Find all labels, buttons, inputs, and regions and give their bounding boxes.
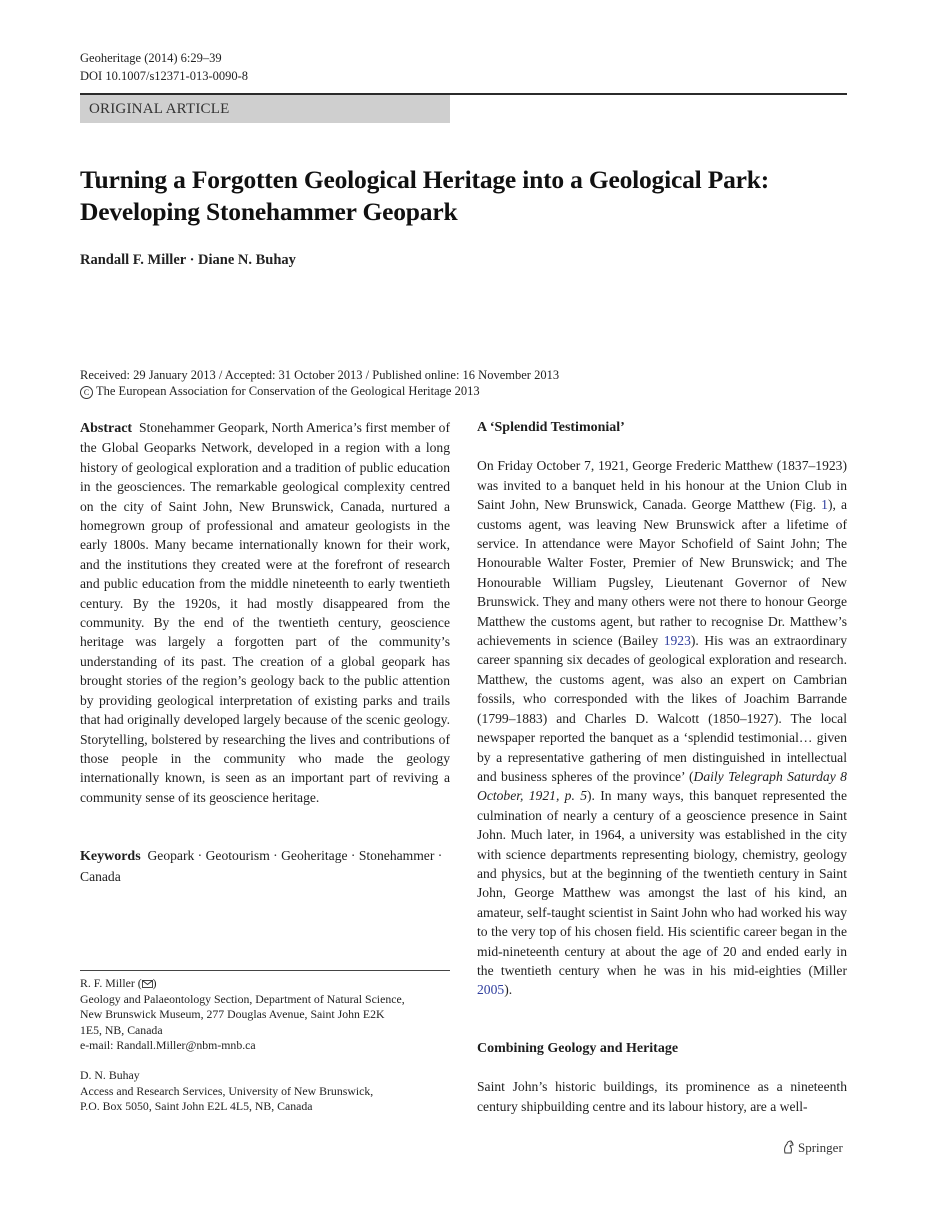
miller-address-2: New Brunswick Museum, 277 Douglas Avenue, Saint John E2K <box>80 1007 385 1021</box>
section-heading-splendid: A ‘Splendid Testimonial’ <box>477 420 625 435</box>
section2-paragraph: Saint John’s historic buildings, its prominence as a nineteenth century shipbuilding centre and its labour history, are a well- <box>477 1079 847 1114</box>
left-column <box>80 418 450 886</box>
copyright-line <box>80 383 480 399</box>
buhay-address-1: Access and Research Services, University of New Brunswick, <box>80 1083 374 1098</box>
section1-text-d: ). In many ways, this banquet represented the culmination of nearly a century of a geoscience presence in Saint John. Much later, in 1964, a university was established in the city with science departments representing biology, chemistry, geology and physics, but at the beginning of the twentieth century in Saint John, George Matthew was amongst the last of his kind, an amateur, self-taught scientist in Saint John who had worked his way to the very top of his chosen field. His scientific career began in the mid-nineteenth century at about the age of 20 and ended early in the twentieth century when he was in his mid-eighties (Miller <box>477 788 847 978</box>
citation-link-bailey[interactable]: 1923 <box>663 633 691 649</box>
publisher-name: Springer <box>798 1140 843 1155</box>
section-heading-combining: Combining Geology and Heritage <box>477 1040 679 1056</box>
abstract-label: Abstract <box>80 421 133 436</box>
publication-dates: Received: 29 January 2013 / Accepted: 31 October 2013 / Published online: 16 November 2013 <box>80 368 560 382</box>
newspaper-title: Daily Telegraph Saturday 8 October, 1921, p. 5 <box>477 768 847 804</box>
citation-link-miller[interactable]: 2005 <box>477 982 505 998</box>
miller-address-1: Geology and Palaeontology Section, Department of Natural Science, <box>80 991 405 1006</box>
keywords-text: Geopark · Geotourism · Geoheritage · Stonehammer · Canada <box>80 848 443 884</box>
section1-paragraph <box>477 456 847 999</box>
section1-text-b: ), a customs agent, was leaving New Brunswick after a lifetime of service. In attendance were Mayor Schofield of Saint John; The Honourable Walter Foster, Premier of New Brunswick; and The Honourable William Pugsley, Lieutenant Governor of New Brunswick. They and many others were not there to honour George Matthew the customs agent, but rather to recognise Dr. Matthew’s achievements in science (Bailey <box>477 497 848 649</box>
section1-text-c: ). His was an extraordinary career spanning six decades of geological exploration and research. Matthew, the customs agent, was also an expert on Cambrian fossils, who corresponded with the likes of Joachim Barrande (1799–1883) and Charles D. Walcott (1850–1927). The local newspaper reported the banquet as a ‘splendid testimonial… given by a representative gathering of men distinguished in intellectual and business spheres of the province’ ( <box>477 633 847 784</box>
copyright-icon: C <box>80 386 93 399</box>
abstract <box>80 418 450 807</box>
buhay-name: D. N. Buhay <box>80 1068 140 1082</box>
springer-horse-icon <box>782 1140 795 1154</box>
copyright-text: The European Association for Conservation of the Geological Heritage 2013 <box>96 384 480 398</box>
right-column <box>477 418 847 1116</box>
footnote-rule <box>80 970 450 971</box>
article-title: Turning a Forgotten Geological Heritage into a Geological Park: Developing Stonehammer Geopark <box>80 165 770 226</box>
miller-email[interactable]: e-mail: Randall.Miller@nbm-mnb.ca <box>80 1038 256 1052</box>
miller-name-close: ) <box>152 976 157 990</box>
doi[interactable]: DOI 10.1007/s12371-013-0090-8 <box>80 69 249 83</box>
section1-text-e: ). <box>504 982 513 998</box>
section1-text-a: On Friday October 7, 1921, George Frederic Matthew (1837–1923) was invited to a banquet held in his honour at the Union Club in Saint John, New Brunswick, Canada. George Matthew (Fig. <box>477 458 847 513</box>
keywords-label: Keywords <box>80 849 141 865</box>
keywords <box>80 846 450 886</box>
envelope-icon <box>142 980 153 988</box>
article-type-bar: ORIGINAL ARTICLE <box>80 95 450 123</box>
miller-name: R. F. Miller ( <box>80 976 142 990</box>
affiliation-buhay <box>80 1068 450 1115</box>
journal-citation: Geoheritage (2014) 6:29–39 <box>80 51 222 65</box>
authors: Randall F. Miller · Diane N. Buhay <box>80 252 296 268</box>
buhay-address-2: P.O. Box 5050, Saint John E2L 4L5, NB, Canada <box>80 1099 313 1113</box>
affiliation-miller <box>80 976 450 1054</box>
publisher-logo <box>782 1140 843 1156</box>
miller-address-3: 1E5, NB, Canada <box>80 1022 163 1037</box>
figure-link[interactable]: 1 <box>821 497 828 513</box>
abstract-text: Stonehammer Geopark, North America’s first member of the Global Geoparks Network, developed in a region with a long history of geological exploration and a tradition of public education in the geosciences. The remarkable geological complexity centred on the city of Saint John, New Brunswick, Canada, nurtured a homegrown group of professional and amateur geologists in the early 1800s. Many became internationally known for their work, and the institutions they created were at the forefront of research and public education from the middle nineteenth to early twentieth century. By the 1920s, it had mostly disappeared from the community. By the end of the twentieth century, geoscience heritage was largely a forgotten part of the community’s understanding of its past. The creation of a global geopark has brought stories of the region’s geology back to the public attention by providing geological interpretation of existing parks and trails that had originally developed largely because of the scenic geology. Storytelling, bolstered by researching the lives and contributions of those people in the community who made the geology internationally known, is seen as an important part of reviving a community sense of its geoscience heritage. <box>80 420 450 805</box>
